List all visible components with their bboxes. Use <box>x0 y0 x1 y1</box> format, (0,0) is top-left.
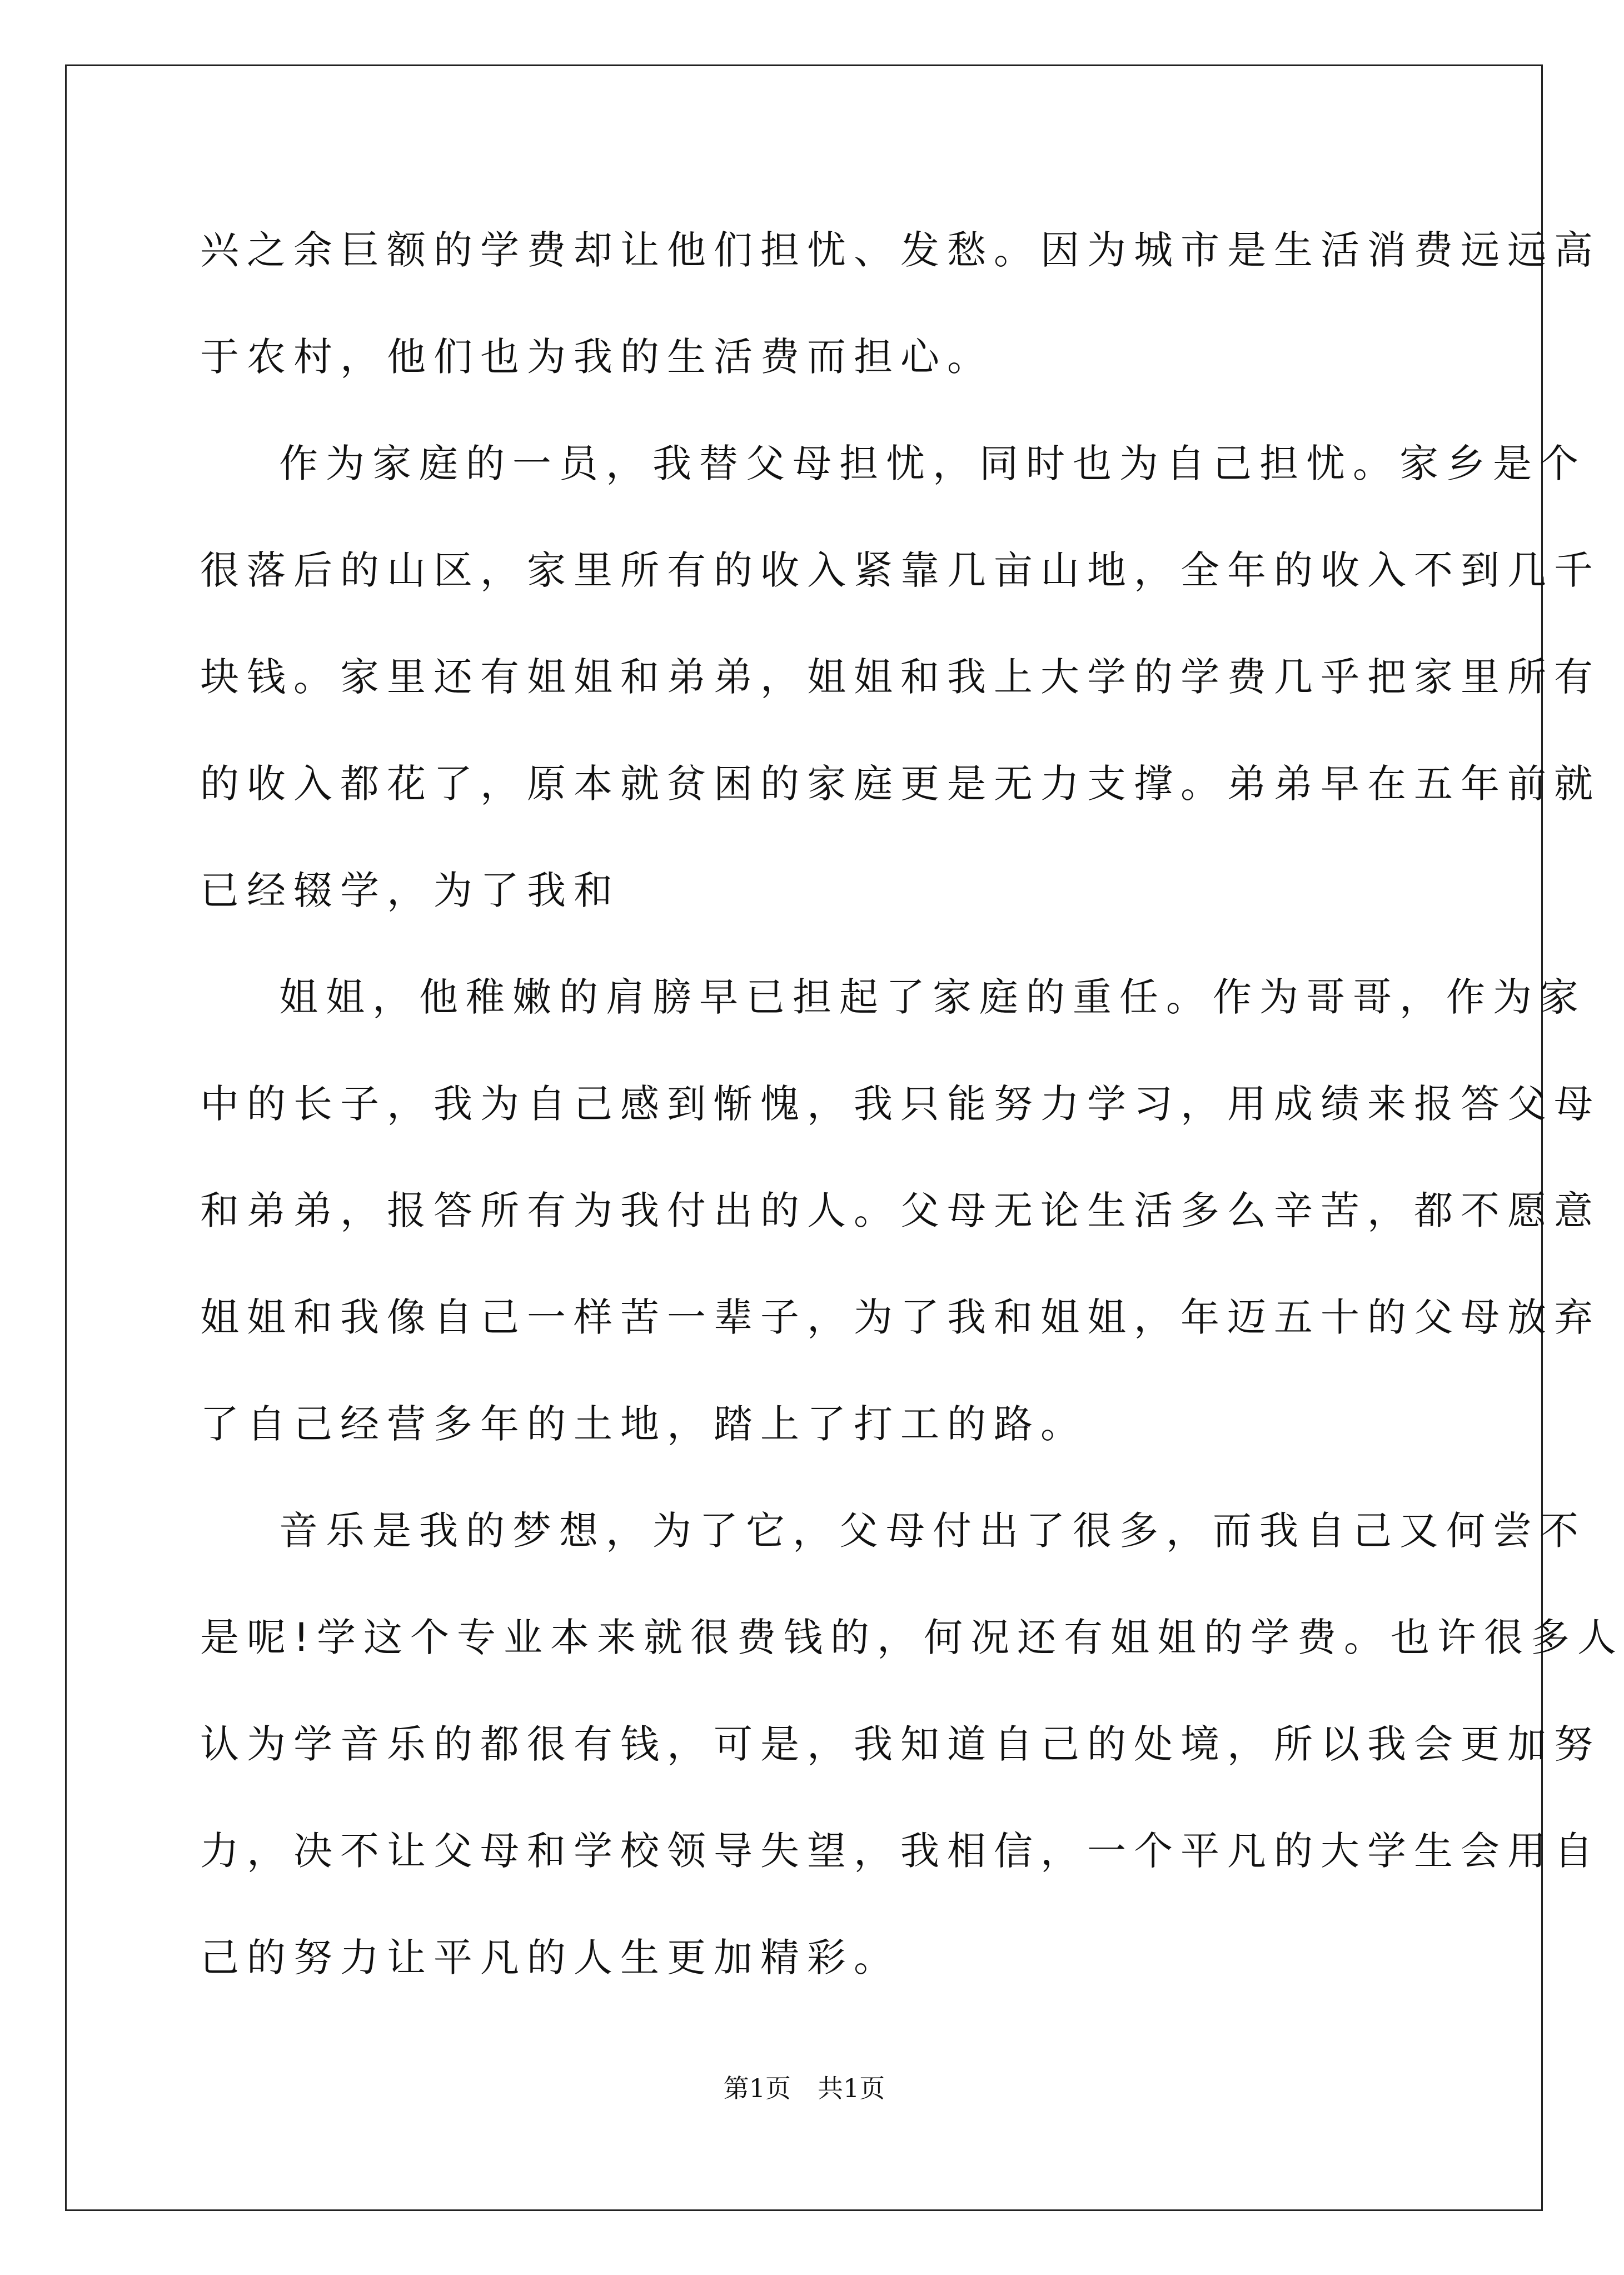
paragraph-1-line-1: 兴之余巨额的学费却让他们担忧、发愁。因为城市是生活消费远远高 <box>200 227 1601 273</box>
paragraph-4-line-4: 力，决不让父母和学校领导失望，我相信，一个平凡的大学生会用自 <box>200 1828 1601 1874</box>
page-footer <box>0 2072 1608 2105</box>
paragraph-3-line-2: 中的长子，我为自己感到惭愧，我只能努力学习，用成绩来报答父母 <box>200 1081 1601 1127</box>
paragraph-3-line-5: 了自己经营多年的土地，踏上了打工的路。 <box>200 1401 1087 1447</box>
paragraph-3-line-4: 姐姐和我像自己一样苦一辈子，为了我和姐姐，年迈五十的父母放弃 <box>200 1295 1601 1340</box>
paragraph-2-line-5: 已经辍学，为了我和 <box>200 868 620 913</box>
paragraph-4-line-5: 己的努力让平凡的人生更加精彩。 <box>200 1935 900 1980</box>
paragraph-4-line-1: 音乐是我的梦想，为了它，父母付出了很多，而我自己又何尝不 <box>279 1508 1586 1554</box>
paragraph-4-line-2: 是呢!学这个专业本来就很费钱的，何况还有姐姐的学费。也许很多人 <box>200 1615 1624 1660</box>
document-body <box>200 218 1624 2033</box>
page-total: 共1页 <box>818 2073 885 2103</box>
paragraph-4-line-3: 认为学音乐的都很有钱，可是，我知道自己的处境，所以我会更加努 <box>200 1721 1601 1767</box>
paragraph-2-line-3: 块钱。家里还有姐姐和弟弟，姐姐和我上大学的学费几乎把家里所有 <box>200 654 1601 700</box>
paragraph-2-line-4: 的收入都花了，原本就贫困的家庭更是无力支撑。弟弟早在五年前就 <box>200 761 1601 807</box>
paragraph-3-line-1: 姐姐，他稚嫩的肩膀早已担起了家庭的重任。作为哥哥，作为家 <box>279 974 1586 1020</box>
paragraph-2-line-1: 作为家庭的一员，我替父母担忧，同时也为自己担忧。家乡是个 <box>279 441 1586 486</box>
paragraph-2-line-2: 很落后的山区，家里所有的收入紧靠几亩山地，全年的收入不到几千 <box>200 547 1601 593</box>
page-number: 第1页 <box>723 2073 791 2103</box>
paragraph-3-line-3: 和弟弟，报答所有为我付出的人。父母无论生活多么辛苦，都不愿意 <box>200 1188 1601 1233</box>
paragraph-1-line-2: 于农村，他们也为我的生活费而担心。 <box>200 334 994 380</box>
